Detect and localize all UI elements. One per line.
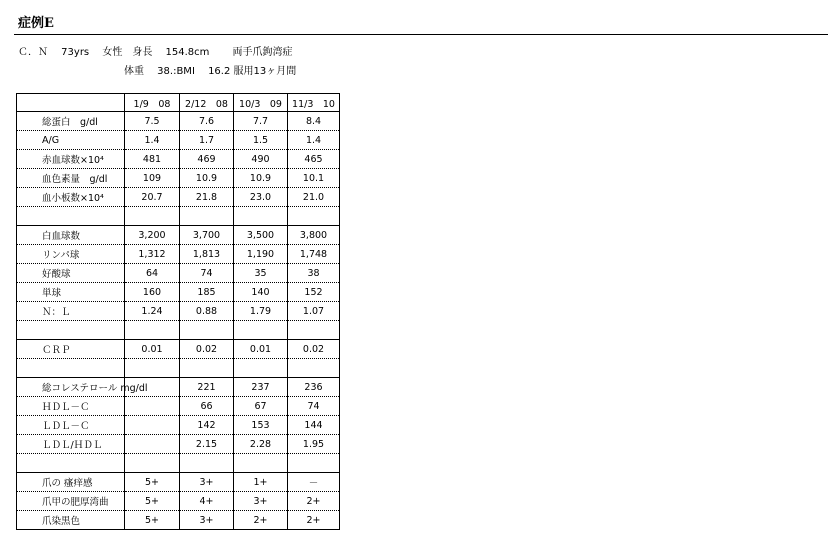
lab-results-body <box>17 94 340 530</box>
value-cell: 1+ <box>234 473 288 492</box>
value-cell: 23.0 <box>234 188 288 207</box>
value-cell: 1.95 <box>288 435 340 454</box>
title-divider <box>14 34 828 35</box>
table-row <box>17 226 340 245</box>
value-cell <box>180 321 234 340</box>
value-cell: 3+ <box>180 473 234 492</box>
value-cell: 160 <box>125 283 180 302</box>
value-cell: 0.01 <box>234 340 288 359</box>
table-row <box>17 150 340 169</box>
value-cell: 5+ <box>125 473 180 492</box>
value-cell: 4+ <box>180 492 234 511</box>
patient-info-line-1: Ｃ．Ｎ 73yrs 女性 身長 154.8cm 両手爪鉤湾症 <box>18 47 293 58</box>
value-cell: 1,813 <box>180 245 234 264</box>
row-label: 血小板数×10⁴ <box>17 188 125 207</box>
value-cell: 10.9 <box>234 169 288 188</box>
spacer-row <box>17 207 340 226</box>
value-cell <box>180 207 234 226</box>
value-cell: 1.5 <box>234 131 288 150</box>
value-cell: 10.9 <box>180 169 234 188</box>
header-date-cell: 10/3 09 <box>234 94 288 112</box>
value-cell: 152 <box>288 283 340 302</box>
value-cell <box>234 207 288 226</box>
value-cell: 153 <box>234 416 288 435</box>
value-cell <box>288 321 340 340</box>
table-row <box>17 511 340 530</box>
value-cell: 140 <box>234 283 288 302</box>
value-cell <box>125 359 180 378</box>
value-cell: 2+ <box>288 492 340 511</box>
value-cell <box>125 416 180 435</box>
value-cell: 21.0 <box>288 188 340 207</box>
value-cell: 3,500 <box>234 226 288 245</box>
value-cell: 10.1 <box>288 169 340 188</box>
row-label <box>17 207 125 226</box>
table-row <box>17 397 340 416</box>
row-label: 爪の 瘙痒感 <box>17 473 125 492</box>
value-cell <box>125 207 180 226</box>
value-cell: 74 <box>180 264 234 283</box>
spacer-row <box>17 321 340 340</box>
page-title: 症例E <box>18 16 54 31</box>
value-cell: 1.79 <box>234 302 288 321</box>
header-date-cell: 2/12 08 <box>180 94 234 112</box>
value-cell: 7.6 <box>180 112 234 131</box>
table-row <box>17 283 340 302</box>
value-cell: 64 <box>125 264 180 283</box>
row-label: 好酸球 <box>17 264 125 283</box>
value-cell <box>180 454 234 473</box>
value-cell: 7.7 <box>234 112 288 131</box>
value-cell <box>234 321 288 340</box>
value-cell <box>180 359 234 378</box>
value-cell: － <box>288 473 340 492</box>
row-label: ＨＤＬ－Ｃ <box>17 397 125 416</box>
table-row <box>17 245 340 264</box>
row-label: ＬＤＬ－Ｃ <box>17 416 125 435</box>
value-cell: 66 <box>180 397 234 416</box>
value-cell: 469 <box>180 150 234 169</box>
table-row <box>17 435 340 454</box>
value-cell: 1,748 <box>288 245 340 264</box>
value-cell: 3+ <box>234 492 288 511</box>
value-cell: 1,190 <box>234 245 288 264</box>
value-cell: 490 <box>234 150 288 169</box>
row-label <box>17 359 125 378</box>
row-label: 血色素量 g/dl <box>17 169 125 188</box>
value-cell <box>125 435 180 454</box>
value-cell <box>125 454 180 473</box>
value-cell: 5+ <box>125 511 180 530</box>
table-row <box>17 416 340 435</box>
value-cell <box>125 321 180 340</box>
row-label: 白血球数 <box>17 226 125 245</box>
table-row <box>17 188 340 207</box>
value-cell: 0.01 <box>125 340 180 359</box>
row-label: リンパ球 <box>17 245 125 264</box>
value-cell: 21.8 <box>180 188 234 207</box>
value-cell: 109 <box>125 169 180 188</box>
value-cell <box>288 207 340 226</box>
row-label: A/G <box>17 131 125 150</box>
row-label <box>17 321 125 340</box>
value-cell: 3,700 <box>180 226 234 245</box>
value-cell: 3,800 <box>288 226 340 245</box>
value-cell: 481 <box>125 150 180 169</box>
value-cell <box>288 359 340 378</box>
value-cell: 236 <box>288 378 340 397</box>
value-cell: 0.02 <box>180 340 234 359</box>
value-cell: 1,312 <box>125 245 180 264</box>
value-cell: 237 <box>234 378 288 397</box>
table-row <box>17 131 340 150</box>
value-cell: 67 <box>234 397 288 416</box>
row-label: 赤血球数×10⁴ <box>17 150 125 169</box>
value-cell: 144 <box>288 416 340 435</box>
value-cell: 2+ <box>234 511 288 530</box>
row-label: 爪甲の肥厚湾曲 <box>17 492 125 511</box>
value-cell: 35 <box>234 264 288 283</box>
value-cell: 1.07 <box>288 302 340 321</box>
value-cell: 0.88 <box>180 302 234 321</box>
value-cell: 7.5 <box>125 112 180 131</box>
value-cell: 3,200 <box>125 226 180 245</box>
table-row <box>17 378 340 397</box>
table-row <box>17 264 340 283</box>
table-row <box>17 492 340 511</box>
table-row <box>17 473 340 492</box>
value-cell: 1.4 <box>125 131 180 150</box>
value-cell: 74 <box>288 397 340 416</box>
value-cell <box>234 359 288 378</box>
value-cell: 465 <box>288 150 340 169</box>
value-cell: 3+ <box>180 511 234 530</box>
table-row <box>17 340 340 359</box>
table-row <box>17 302 340 321</box>
value-cell: 1.24 <box>125 302 180 321</box>
value-cell: 8.4 <box>288 112 340 131</box>
row-label: ＬＤＬ/ＨＤＬ <box>17 435 125 454</box>
header-date-cell: 11/3 10 <box>288 94 340 112</box>
value-cell: 5+ <box>125 492 180 511</box>
row-label: 爪染黒色 <box>17 511 125 530</box>
spacer-row <box>17 454 340 473</box>
table-row <box>17 112 340 131</box>
value-cell: 221 <box>180 378 234 397</box>
value-cell: 142 <box>180 416 234 435</box>
value-cell: 2.15 <box>180 435 234 454</box>
row-label: ＣＲＰ <box>17 340 125 359</box>
value-cell: 1.4 <box>288 131 340 150</box>
value-cell: 1.7 <box>180 131 234 150</box>
value-cell: 185 <box>180 283 234 302</box>
value-cell: 38 <box>288 264 340 283</box>
row-label: Ｎ：Ｌ <box>17 302 125 321</box>
row-label: 総コレステロール mg/dl <box>17 378 125 397</box>
value-cell: 2.28 <box>234 435 288 454</box>
lab-results-table <box>16 93 340 530</box>
value-cell: 0.02 <box>288 340 340 359</box>
value-cell: 2+ <box>288 511 340 530</box>
table-header-row <box>17 94 340 112</box>
patient-info-line-2: 体重 38.:BMI 16.2 服用13ヶ月間 <box>124 66 297 77</box>
header-date-cell: 1/9 08 <box>125 94 180 112</box>
spacer-row <box>17 359 340 378</box>
value-cell <box>288 454 340 473</box>
value-cell: 20.7 <box>125 188 180 207</box>
row-label: 総蛋白 g/dl <box>17 112 125 131</box>
row-label: 単球 <box>17 283 125 302</box>
header-corner-cell <box>17 94 125 112</box>
row-label <box>17 454 125 473</box>
table-row <box>17 169 340 188</box>
value-cell <box>125 397 180 416</box>
value-cell <box>234 454 288 473</box>
